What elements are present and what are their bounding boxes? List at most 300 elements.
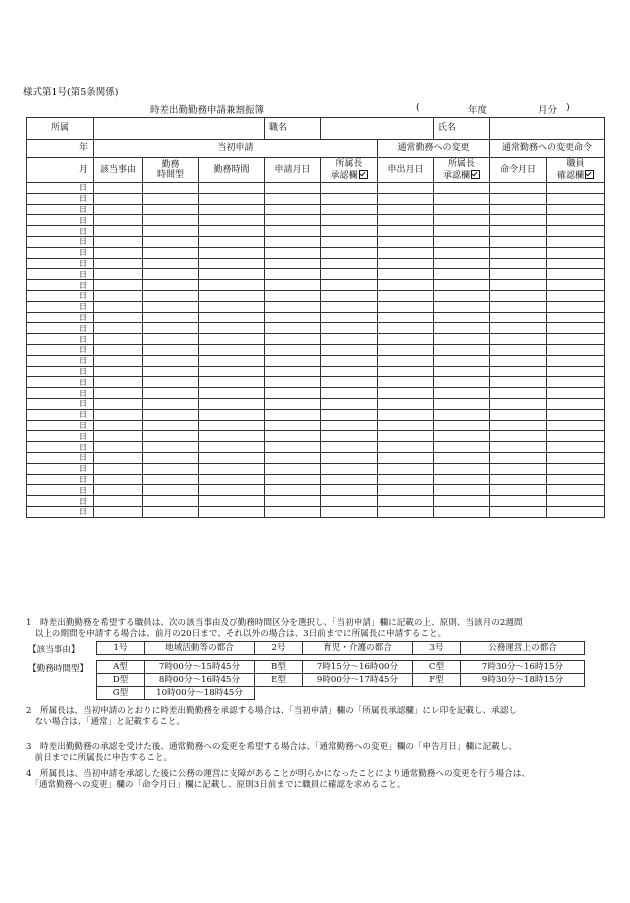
entry-cell[interactable] (143, 258, 199, 269)
entry-cell[interactable] (490, 398, 547, 409)
entry-cell[interactable] (378, 183, 434, 194)
entry-cell[interactable] (321, 247, 378, 258)
entry-cell[interactable] (547, 280, 605, 291)
entry-cell[interactable] (490, 280, 547, 291)
note-4: 4 所属長は、当初申請を承認した後に公務の運営に支障があることが明らかになったことにより通常勤務への変更を行う場合は、 「通常勤務への変更」欄の「命令月日」欄に記載し、原則3日前までに職員に確認を求めること。 (26, 769, 530, 790)
entry-cell[interactable] (378, 312, 434, 323)
entry-cell[interactable] (378, 442, 434, 453)
entry-cell[interactable] (94, 474, 143, 485)
entry-cell[interactable] (378, 323, 434, 334)
entry-cell[interactable] (547, 431, 605, 442)
entry-cell[interactable] (434, 442, 490, 453)
entry-cell[interactable] (94, 301, 143, 312)
entry-cell[interactable] (378, 431, 434, 442)
entry-cell[interactable] (434, 236, 490, 247)
entry-cell[interactable] (199, 366, 265, 377)
entry-cell[interactable] (94, 485, 143, 496)
entry-cell[interactable] (199, 431, 265, 442)
entry-cell[interactable] (265, 355, 321, 366)
entry-cell[interactable] (265, 388, 321, 399)
entry-cell[interactable] (143, 463, 199, 474)
entry-cell[interactable] (321, 420, 378, 431)
entry-cell[interactable] (265, 183, 321, 194)
entry-cell[interactable] (490, 474, 547, 485)
entry-cell[interactable] (199, 398, 265, 409)
entry-cell[interactable] (321, 269, 378, 280)
entry-cell[interactable] (321, 301, 378, 312)
entry-cell[interactable] (378, 290, 434, 301)
entry-cell[interactable] (490, 183, 547, 194)
entry-cell[interactable] (143, 301, 199, 312)
entry-cell[interactable] (434, 366, 490, 377)
entry-cell[interactable] (434, 258, 490, 269)
entry-cell[interactable] (321, 506, 378, 517)
entry-cell[interactable] (547, 301, 605, 312)
entry-cell[interactable] (434, 312, 490, 323)
entry-cell[interactable] (321, 496, 378, 507)
entry-cell[interactable] (547, 409, 605, 420)
entry-cell[interactable] (94, 506, 143, 517)
entry-cell[interactable] (490, 496, 547, 507)
position-field[interactable] (321, 118, 434, 140)
entry-cell[interactable] (321, 431, 378, 442)
entry-cell[interactable] (321, 355, 378, 366)
entry-cell[interactable] (265, 280, 321, 291)
entry-cell[interactable] (143, 247, 199, 258)
entry-cell[interactable] (547, 506, 605, 517)
entry-cell[interactable] (143, 193, 199, 204)
entry-cell[interactable] (199, 409, 265, 420)
entry-cell[interactable] (490, 442, 547, 453)
entry-cell[interactable] (547, 388, 605, 399)
entry-cell[interactable] (143, 366, 199, 377)
entry-cell[interactable] (378, 193, 434, 204)
entry-cell[interactable] (199, 474, 265, 485)
entry-cell[interactable] (199, 463, 265, 474)
entry-cell[interactable] (143, 236, 199, 247)
entry-cell[interactable] (547, 344, 605, 355)
day-label: 日 (27, 506, 94, 517)
entry-cell[interactable] (143, 420, 199, 431)
entry-cell[interactable] (321, 377, 378, 388)
entry-cell[interactable] (490, 193, 547, 204)
entry-cell[interactable] (265, 312, 321, 323)
entry-cell[interactable] (321, 323, 378, 334)
entry-cell[interactable] (378, 452, 434, 463)
entry-cell[interactable] (143, 431, 199, 442)
entry-cell[interactable] (434, 280, 490, 291)
entry-cell[interactable] (199, 442, 265, 453)
entry-cell[interactable] (321, 474, 378, 485)
entry-cell[interactable] (378, 463, 434, 474)
entry-cell[interactable] (321, 398, 378, 409)
entry-cell[interactable] (94, 204, 143, 215)
entry-cell[interactable] (378, 226, 434, 237)
entry-cell[interactable] (265, 344, 321, 355)
entry-cell[interactable] (94, 258, 143, 269)
entry-cell[interactable] (321, 388, 378, 399)
entry-cell[interactable] (143, 388, 199, 399)
entry-cell[interactable] (94, 463, 143, 474)
entry-cell[interactable] (199, 269, 265, 280)
entry-cell[interactable] (547, 193, 605, 204)
entry-cell[interactable] (321, 215, 378, 226)
entry-cell[interactable] (199, 204, 265, 215)
day-label: 日 (27, 301, 94, 312)
affiliation-field[interactable] (94, 118, 265, 140)
entry-cell[interactable] (490, 506, 547, 517)
entry-cell[interactable] (434, 226, 490, 237)
entry-cell[interactable] (490, 409, 547, 420)
entry-cell[interactable] (547, 398, 605, 409)
entry-cell[interactable] (94, 388, 143, 399)
entry-cell[interactable] (143, 290, 199, 301)
entry-cell[interactable] (94, 496, 143, 507)
entry-cell[interactable] (265, 377, 321, 388)
entry-cell[interactable] (321, 280, 378, 291)
entry-cell[interactable] (434, 474, 490, 485)
entry-cell[interactable] (547, 323, 605, 334)
entry-cell[interactable] (143, 485, 199, 496)
entry-cell[interactable] (265, 215, 321, 226)
entry-cell[interactable] (265, 474, 321, 485)
entry-cell[interactable] (378, 366, 434, 377)
entry-cell[interactable] (143, 344, 199, 355)
entry-cell[interactable] (199, 496, 265, 507)
entry-cell[interactable] (547, 258, 605, 269)
entry-cell[interactable] (199, 506, 265, 517)
entry-cell[interactable] (490, 344, 547, 355)
entry-cell[interactable] (434, 247, 490, 258)
entry-cell[interactable] (434, 420, 490, 431)
entry-cell[interactable] (490, 355, 547, 366)
entry-cell[interactable] (321, 442, 378, 453)
entry-cell[interactable] (321, 485, 378, 496)
entry-cell[interactable] (143, 183, 199, 194)
entry-cell[interactable] (94, 236, 143, 247)
entry-cell[interactable] (143, 474, 199, 485)
entry-cell[interactable] (434, 215, 490, 226)
entry-cell[interactable] (378, 398, 434, 409)
entry-cell[interactable] (94, 323, 143, 334)
entry-cell[interactable] (143, 334, 199, 345)
entry-cell[interactable] (94, 183, 143, 194)
entry-cell[interactable] (265, 247, 321, 258)
entry-cell[interactable] (434, 344, 490, 355)
day-row (27, 474, 605, 485)
entry-cell[interactable] (547, 485, 605, 496)
entry-cell[interactable] (199, 290, 265, 301)
entry-cell[interactable] (378, 409, 434, 420)
entry-cell[interactable] (378, 485, 434, 496)
entry-cell[interactable] (94, 193, 143, 204)
entry-cell[interactable] (321, 204, 378, 215)
entry-cell[interactable] (265, 204, 321, 215)
entry-cell[interactable] (199, 226, 265, 237)
reason-label: 【該当事由】 (28, 645, 80, 655)
entry-cell[interactable] (321, 463, 378, 474)
entry-cell[interactable] (265, 269, 321, 280)
day-row (27, 366, 605, 377)
entry-cell[interactable] (94, 420, 143, 431)
entry-cell[interactable] (265, 485, 321, 496)
entry-cell[interactable] (265, 506, 321, 517)
entry-cell[interactable] (321, 344, 378, 355)
entry-cell[interactable] (434, 301, 490, 312)
entry-cell[interactable] (490, 366, 547, 377)
entry-cell[interactable] (490, 236, 547, 247)
entry-cell[interactable] (94, 215, 143, 226)
entry-cell[interactable] (199, 236, 265, 247)
entry-cell[interactable] (199, 344, 265, 355)
entry-cell[interactable] (94, 247, 143, 258)
entry-cell[interactable] (321, 258, 378, 269)
entry-cell[interactable] (321, 183, 378, 194)
entry-cell[interactable] (143, 323, 199, 334)
entry-cell[interactable] (94, 355, 143, 366)
entry-cell[interactable] (199, 485, 265, 496)
section-initial-application: 当初申請 (94, 140, 378, 158)
entry-cell[interactable] (265, 463, 321, 474)
entry-cell[interactable] (490, 463, 547, 474)
entry-cell[interactable] (490, 431, 547, 442)
entry-cell[interactable] (143, 377, 199, 388)
entry-cell[interactable] (490, 290, 547, 301)
entry-cell[interactable] (143, 280, 199, 291)
entry-cell[interactable] (265, 258, 321, 269)
entry-cell[interactable] (434, 409, 490, 420)
entry-cell[interactable] (143, 312, 199, 323)
entry-cell[interactable] (143, 506, 199, 517)
reason-no: 2号 (255, 642, 303, 655)
entry-cell[interactable] (199, 183, 265, 194)
entry-cell[interactable] (434, 183, 490, 194)
entry-cell[interactable] (490, 323, 547, 334)
entry-cell[interactable] (378, 496, 434, 507)
entry-cell[interactable] (378, 334, 434, 345)
entry-cell[interactable] (143, 269, 199, 280)
entry-cell[interactable] (265, 366, 321, 377)
entry-cell[interactable] (265, 409, 321, 420)
entry-cell[interactable] (199, 247, 265, 258)
entry-cell[interactable] (490, 388, 547, 399)
entry-cell[interactable] (434, 388, 490, 399)
entry-cell[interactable] (378, 474, 434, 485)
entry-cell[interactable] (490, 334, 547, 345)
entry-cell[interactable] (94, 431, 143, 442)
entry-cell[interactable] (94, 452, 143, 463)
entry-cell[interactable] (94, 409, 143, 420)
entry-cell[interactable] (434, 323, 490, 334)
entry-cell[interactable] (490, 204, 547, 215)
entry-cell[interactable] (199, 280, 265, 291)
entry-cell[interactable] (547, 269, 605, 280)
entry-cell[interactable] (434, 452, 490, 463)
entry-cell[interactable] (143, 355, 199, 366)
entry-cell[interactable] (434, 193, 490, 204)
entry-cell[interactable] (265, 452, 321, 463)
entry-cell[interactable] (547, 355, 605, 366)
entry-cell[interactable] (143, 226, 199, 237)
entry-cell[interactable] (378, 388, 434, 399)
entry-cell[interactable] (490, 312, 547, 323)
entry-cell[interactable] (321, 193, 378, 204)
entry-cell[interactable] (94, 377, 143, 388)
entry-cell[interactable] (434, 290, 490, 301)
entry-cell[interactable] (321, 452, 378, 463)
entry-cell[interactable] (434, 377, 490, 388)
entry-cell[interactable] (94, 366, 143, 377)
entry-cell[interactable] (434, 463, 490, 474)
entry-cell[interactable] (547, 183, 605, 194)
entry-cell[interactable] (434, 334, 490, 345)
entry-cell[interactable] (199, 215, 265, 226)
entry-cell[interactable] (265, 334, 321, 345)
entry-cell[interactable] (378, 344, 434, 355)
entry-cell[interactable] (547, 474, 605, 485)
entry-cell[interactable] (199, 301, 265, 312)
entry-cell[interactable] (143, 398, 199, 409)
entry-cell[interactable] (547, 463, 605, 474)
entry-cell[interactable] (547, 204, 605, 215)
entry-cell[interactable] (143, 204, 199, 215)
entry-cell[interactable] (321, 312, 378, 323)
entry-cell[interactable] (490, 301, 547, 312)
entry-cell[interactable] (378, 280, 434, 291)
duration-time: 9時30分～18時15分 (461, 674, 585, 687)
entry-cell[interactable] (143, 215, 199, 226)
entry-cell[interactable] (378, 355, 434, 366)
entry-cell[interactable] (199, 420, 265, 431)
name-field[interactable] (490, 118, 605, 140)
entry-cell[interactable] (143, 409, 199, 420)
entry-cell[interactable] (265, 236, 321, 247)
entry-cell[interactable] (434, 355, 490, 366)
entry-cell[interactable] (547, 334, 605, 345)
entry-cell[interactable] (199, 388, 265, 399)
entry-cell[interactable] (378, 247, 434, 258)
entry-cell[interactable] (378, 204, 434, 215)
entry-cell[interactable] (547, 366, 605, 377)
day-row (27, 452, 605, 463)
entry-cell[interactable] (547, 496, 605, 507)
entry-cell[interactable] (199, 452, 265, 463)
entry-cell[interactable] (378, 301, 434, 312)
entry-cell[interactable] (547, 452, 605, 463)
checkbox-icon (585, 170, 594, 179)
entry-cell[interactable] (547, 377, 605, 388)
entry-cell[interactable] (265, 431, 321, 442)
entry-cell[interactable] (265, 193, 321, 204)
entry-cell[interactable] (321, 236, 378, 247)
entry-cell[interactable] (199, 323, 265, 334)
entry-cell[interactable] (199, 193, 265, 204)
entry-cell[interactable] (378, 215, 434, 226)
entry-cell[interactable] (378, 377, 434, 388)
day-label: 日 (27, 485, 94, 496)
entry-cell[interactable] (547, 290, 605, 301)
entry-cell[interactable] (94, 269, 143, 280)
day-row (27, 420, 605, 431)
entry-cell[interactable] (199, 334, 265, 345)
entry-cell[interactable] (143, 442, 199, 453)
entry-cell[interactable] (94, 226, 143, 237)
entry-cell[interactable] (547, 247, 605, 258)
entry-cell[interactable] (434, 204, 490, 215)
entry-cell[interactable] (434, 398, 490, 409)
entry-cell[interactable] (265, 301, 321, 312)
entry-cell[interactable] (490, 485, 547, 496)
day-row (27, 485, 605, 496)
day-label: 日 (27, 226, 94, 237)
entry-cell[interactable] (94, 290, 143, 301)
entry-cell[interactable] (143, 452, 199, 463)
entry-cell[interactable] (490, 452, 547, 463)
entry-cell[interactable] (547, 312, 605, 323)
day-row (27, 280, 605, 291)
entry-cell[interactable] (490, 420, 547, 431)
entry-cell[interactable] (378, 506, 434, 517)
entry-cell[interactable] (490, 247, 547, 258)
entry-cell[interactable] (265, 323, 321, 334)
entry-cell[interactable] (94, 312, 143, 323)
entry-cell[interactable] (547, 236, 605, 247)
entry-cell[interactable] (547, 420, 605, 431)
entry-cell[interactable] (378, 258, 434, 269)
entry-cell[interactable] (321, 334, 378, 345)
entry-cell[interactable] (321, 409, 378, 420)
entry-cell[interactable] (199, 377, 265, 388)
entry-cell[interactable] (547, 215, 605, 226)
entry-cell[interactable] (94, 398, 143, 409)
entry-cell[interactable] (265, 442, 321, 453)
entry-cell[interactable] (378, 269, 434, 280)
day-label: 日 (27, 452, 94, 463)
entry-cell[interactable] (434, 431, 490, 442)
entry-cell[interactable] (321, 366, 378, 377)
column-header-row (27, 158, 605, 183)
entry-cell[interactable] (94, 280, 143, 291)
entry-cell[interactable] (94, 442, 143, 453)
entry-cell[interactable] (434, 496, 490, 507)
entry-cell[interactable] (434, 485, 490, 496)
entry-cell[interactable] (321, 226, 378, 237)
entry-cell[interactable] (490, 258, 547, 269)
entry-cell[interactable] (490, 269, 547, 280)
entry-cell[interactable] (265, 226, 321, 237)
entry-cell[interactable] (265, 496, 321, 507)
entry-cell[interactable] (547, 442, 605, 453)
entry-cell[interactable] (265, 398, 321, 409)
entry-cell[interactable] (378, 236, 434, 247)
entry-cell[interactable] (94, 344, 143, 355)
entry-cell[interactable] (490, 226, 547, 237)
entry-cell[interactable] (378, 420, 434, 431)
entry-cell[interactable] (321, 290, 378, 301)
entry-cell[interactable] (199, 258, 265, 269)
entry-cell[interactable] (265, 290, 321, 301)
entry-cell[interactable] (434, 269, 490, 280)
entry-cell[interactable] (94, 334, 143, 345)
entry-cell[interactable] (199, 312, 265, 323)
entry-cell[interactable] (490, 377, 547, 388)
entry-cell[interactable] (547, 226, 605, 237)
entry-cell[interactable] (143, 496, 199, 507)
entry-cell[interactable] (490, 215, 547, 226)
entry-cell[interactable] (199, 355, 265, 366)
entry-cell[interactable] (434, 506, 490, 517)
entry-cell[interactable] (265, 420, 321, 431)
